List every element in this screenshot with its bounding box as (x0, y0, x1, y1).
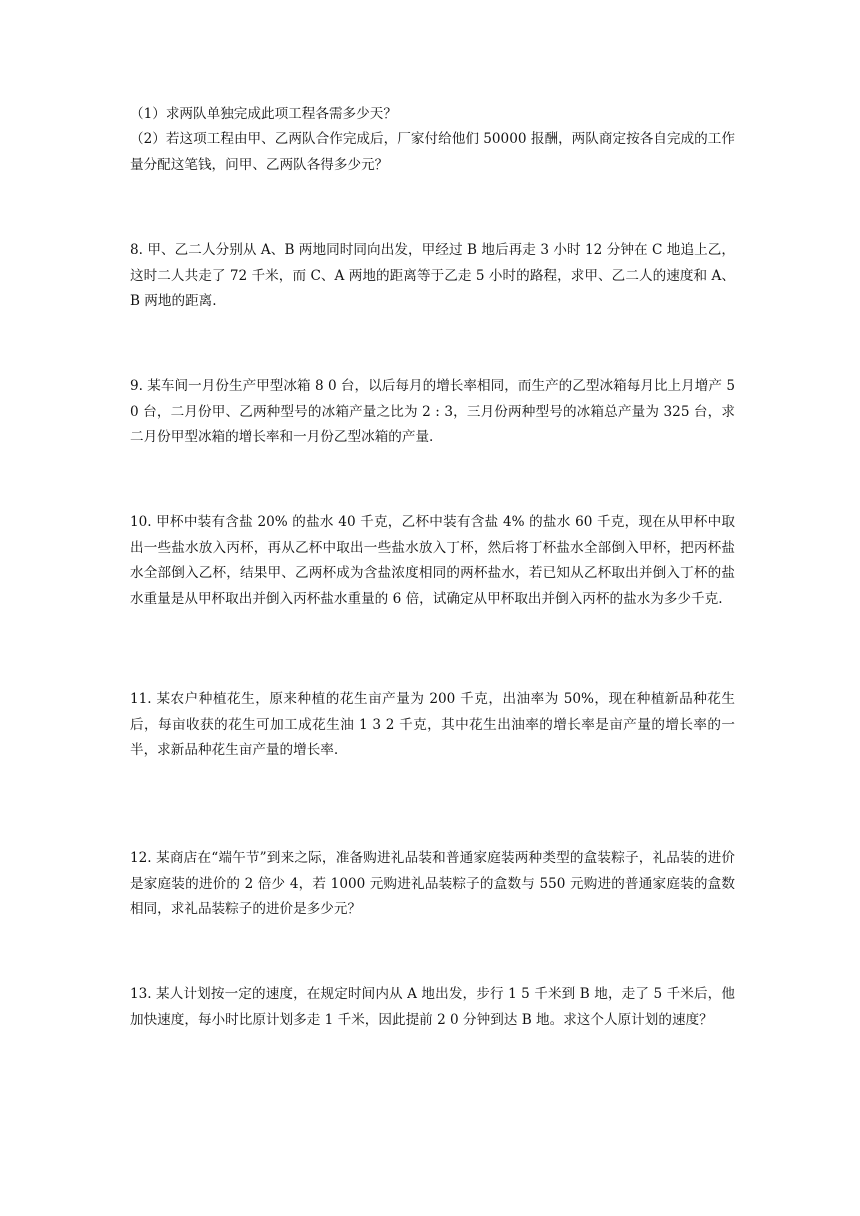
problem-10: 10. 甲杯中装有含盐 20% 的盐水 40 千克，乙杯中装有含盐 4% 的盐水 60 千克，现在从甲杯中取出一些盐水放入丙杯，再从乙杯中取出一些盐水放入丁杯，然后将丁杯盐水全部倒入甲杯，把丙杯盐水全部倒入乙杯，结果甲、乙两杯成为含盐浓度相同的两杯盐水，若已知从乙杯取出并倒入丁杯的盐水重量是从甲杯取出并倒入丙杯盐水重量的 6 倍，试确定从甲杯取出并倒入丙杯的盐水为多少千克. (130, 514, 735, 607)
problem7-part1: （1）求两队单独完成此项工程各需多少天？ (130, 106, 397, 122)
problem7-part2: （2）若这项工程由甲、乙两队合作完成后，厂家付给他们 50000 报酬，两队商定按各自完成的工作量分配这笔钱，问甲、乙两队各得多少元？ (130, 131, 735, 173)
problem-8: 8. 甲、乙二人分别从 A、B 两地同时同向出发，甲经过 B 地后再走 3 小时 12 分钟在 C 地追上乙，这时二人共走了 72 千米，而 C、A 两地的距离等于乙走 5 小时的路程，求甲、乙二人的速度和 A、B 两地的距离. (130, 242, 735, 309)
problem-13: 13. 某人计划按一定的速度，在规定时间内从 A 地出发，步行 1 5 千米到 B 地，走了 5 千米后，他加快速度，每小时比原计划多走 1 千米，因此提前 2 0 分钟到达 B 地。求这个人原计划的速度？ (130, 986, 735, 1028)
problem-9: 9. 某车间一月份生产甲型冰箱 8 0 台，以后每月的增长率相同，而生产的乙型冰箱每月比上月增产 50 台，二月份甲、乙两种型号的冰箱产量之比为 2 : 3，三月份两种型号的冰箱总产量为 325 台，求二月份甲型冰箱的增长率和一月份乙型冰箱的产量. (130, 378, 735, 445)
problem-11: 11. 某农户种植花生，原来种植的花生亩产量为 200 千克，出油率为 50%，现在种植新品种花生后，每亩收获的花生可加工成花生油 1 3 2 千克，其中花生出油率的增长率是亩产量的增长率的一半，求新品种花生亩产量的增长率. (130, 691, 735, 758)
problem-12: 12. 某商店在“端午节”到来之际，准备购进礼品装和普通家庭装两种类型的盒装粽子，礼品装的进价是家庭装的进价的 2 倍少 4，若 1000 元购进礼品装粽子的盒数与 550 元购进的普通家庭装的盒数相同，求礼品装粽子的进价是多少元？ (130, 850, 735, 917)
